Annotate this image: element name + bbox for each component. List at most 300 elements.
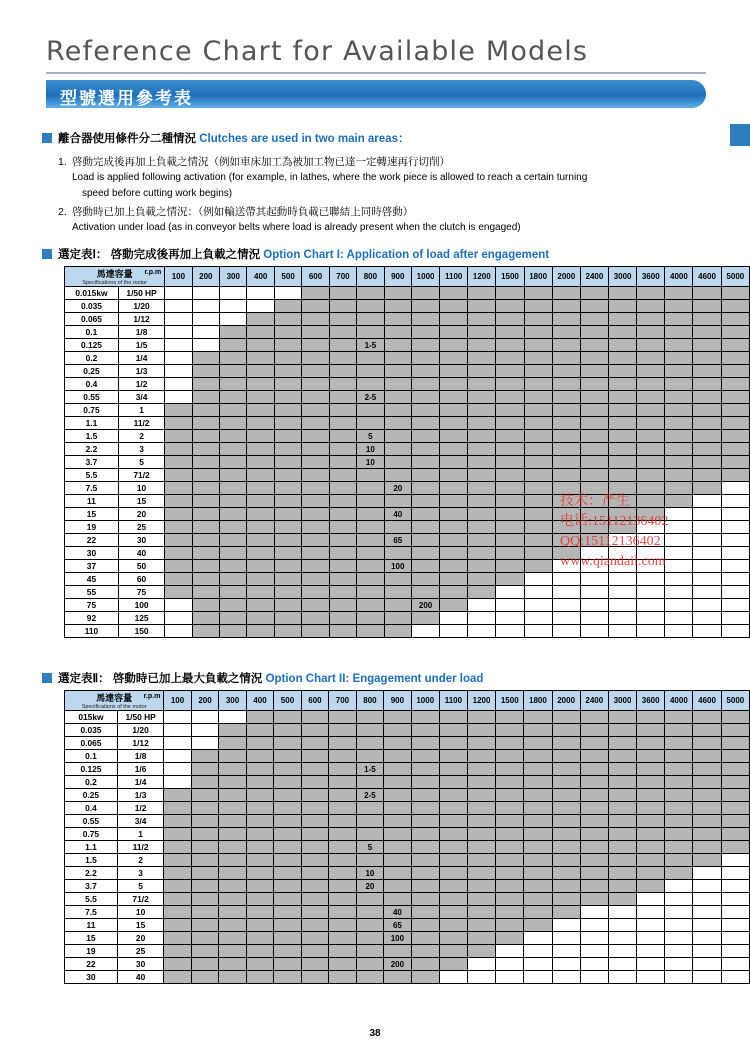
chart-cell [609, 430, 637, 443]
chart-cell [357, 495, 384, 508]
chart-cell [191, 828, 218, 841]
chart-cell [468, 508, 496, 521]
chart-cell [665, 841, 693, 854]
row-hp: 25 [118, 521, 164, 534]
row-kw: 0.1 [65, 326, 119, 339]
chart-cell [357, 560, 384, 573]
chart-cell [524, 625, 552, 638]
chart-cell [329, 469, 356, 482]
chart-cell [468, 573, 496, 586]
chart-cell [552, 880, 580, 893]
intro-item-1-num: 1. [58, 156, 67, 168]
chart-cell [384, 763, 411, 776]
chart-cell [219, 750, 246, 763]
intro-item-1-en-line2: speed before cutting work begins) [82, 188, 233, 199]
chart-cell [665, 586, 693, 599]
chart-cell [191, 932, 218, 945]
chart-cell [164, 880, 191, 893]
column-header: 1200 [467, 691, 495, 711]
chart-cell [411, 932, 439, 945]
chart-cell [665, 625, 693, 638]
chart-cell [247, 326, 274, 339]
chart-cell [637, 841, 665, 854]
chart-cell [247, 573, 274, 586]
row-hp: 1 [118, 404, 164, 417]
chart-cell [693, 958, 721, 971]
chart-cell [496, 456, 524, 469]
chart-cell [552, 352, 580, 365]
chart-cell [467, 854, 495, 867]
chart-cell [384, 456, 411, 469]
chart-cell [329, 737, 356, 750]
row-kw: 15 [65, 508, 119, 521]
chart-cell [192, 391, 219, 404]
intro-item-2-en: Activation under load (as in conveyor belts where load is already present when the clutch is engaged) [72, 222, 521, 233]
chart-cell [247, 365, 274, 378]
chart-cell [693, 586, 721, 599]
chart-cell [496, 763, 524, 776]
chart-cell [329, 971, 356, 984]
chart-cell [191, 802, 218, 815]
chart-cell [439, 867, 467, 880]
chart-cell [468, 378, 496, 391]
row-kw: 1.1 [65, 841, 118, 854]
chart-cell [165, 599, 192, 612]
row-kw: 92 [65, 612, 119, 625]
chart-cell [637, 612, 665, 625]
chart-cell [439, 776, 467, 789]
chart-cell [220, 534, 247, 547]
chart-cell [468, 612, 496, 625]
chart-cell [329, 802, 356, 815]
chart-cell [412, 612, 440, 625]
chart-cell [412, 469, 440, 482]
chart-cell [552, 854, 580, 867]
chart-cell [220, 339, 247, 352]
chart-cell [302, 599, 329, 612]
chart-cell [524, 430, 552, 443]
chart-cell [439, 763, 467, 776]
chart-cell [329, 958, 356, 971]
chart-cell [219, 932, 246, 945]
table-row [65, 313, 750, 326]
chart-cell [637, 482, 665, 495]
chart-cell [384, 711, 411, 724]
chart-cell [192, 313, 219, 326]
table-row [65, 841, 750, 854]
chart-cell [496, 919, 524, 932]
chart-cell [665, 724, 693, 737]
table-row [65, 469, 750, 482]
chart-cell [467, 776, 495, 789]
chart-cell [192, 339, 219, 352]
chart-cell [609, 599, 637, 612]
chart-cell [496, 867, 524, 880]
chart-cell [721, 932, 749, 945]
chart-cell [496, 776, 524, 789]
chart-cell [302, 625, 329, 638]
chart-cell [384, 378, 411, 391]
chart-cell [552, 573, 580, 586]
chart-cell [329, 508, 356, 521]
chart-cell [609, 404, 637, 417]
table-row [65, 378, 750, 391]
chart-cell [693, 443, 721, 456]
chart-cell [637, 789, 665, 802]
chart-cell [247, 534, 274, 547]
chart-cell [468, 404, 496, 417]
chart-cell [164, 776, 191, 789]
chart-cell [246, 815, 273, 828]
table-row [65, 711, 750, 724]
chart-cell [524, 919, 552, 932]
chart-cell [580, 404, 608, 417]
chart-cell [301, 971, 328, 984]
chart-cell [302, 417, 329, 430]
chart-cell [467, 919, 495, 932]
chart-cell [164, 971, 191, 984]
chart-cell [356, 854, 383, 867]
chart-cell [246, 893, 273, 906]
chart-cell [496, 521, 524, 534]
chart-cell [274, 828, 301, 841]
chart-cell [219, 919, 246, 932]
row-hp: 1/20 [118, 300, 164, 313]
chart-cell [637, 711, 665, 724]
chart-cell [329, 586, 356, 599]
chart-cell [247, 456, 274, 469]
chart-cell [468, 326, 496, 339]
chart-cell [164, 815, 191, 828]
chart-cell [468, 313, 496, 326]
chart-cell [165, 339, 192, 352]
chart-cell [721, 958, 749, 971]
chart-cell [580, 391, 608, 404]
chart-cell [246, 802, 273, 815]
chart-cell [302, 443, 329, 456]
chart-cell [274, 880, 301, 893]
chart-cell [329, 547, 356, 560]
chart-cell [552, 776, 580, 789]
chart-cell [411, 867, 439, 880]
chart-cell [384, 828, 411, 841]
chart-cell [721, 841, 749, 854]
chart-cell [608, 958, 636, 971]
chart-cell [721, 906, 749, 919]
intro-heading [42, 130, 409, 146]
chart-cell [496, 495, 524, 508]
chart-cell [219, 815, 246, 828]
chart-cell [580, 815, 608, 828]
chart-cell [637, 378, 665, 391]
chart-cell [665, 919, 693, 932]
chart-cell [329, 932, 356, 945]
chart-cell [580, 365, 608, 378]
chart-cell [665, 711, 693, 724]
chart-cell [496, 971, 524, 984]
table-row [65, 789, 750, 802]
chart-cell [164, 750, 191, 763]
chart-cell [302, 495, 329, 508]
chart-cell [357, 599, 384, 612]
chart-cell [165, 300, 192, 313]
chart-cell [637, 443, 665, 456]
chart-cell [384, 547, 411, 560]
chart-cell [164, 854, 191, 867]
chart-cell [693, 932, 721, 945]
row-hp: 1/12 [117, 737, 163, 750]
column-header: 3000 [609, 267, 637, 287]
column-header: 1500 [496, 691, 524, 711]
chart-cell [721, 534, 749, 547]
chart-cell [247, 443, 274, 456]
chart-cell [192, 326, 219, 339]
chart-cell [412, 326, 440, 339]
chart-cell [721, 482, 749, 495]
chart-cell [411, 841, 439, 854]
chart-cell [247, 625, 274, 638]
chart-cell [552, 724, 580, 737]
row-kw: 0.035 [65, 300, 119, 313]
chart-cell [524, 932, 552, 945]
chart-cell [302, 326, 329, 339]
table-row [65, 919, 750, 932]
chart-cell [637, 737, 665, 750]
chart-cell [580, 750, 608, 763]
chart-cell [440, 547, 468, 560]
chart-cell [721, 469, 749, 482]
chart-cell [274, 300, 301, 313]
chart-cell [164, 737, 191, 750]
chart-cell [192, 352, 219, 365]
column-header: 1100 [440, 267, 468, 287]
chart-cell [274, 932, 301, 945]
chart-cell [721, 737, 749, 750]
chart-cell [219, 945, 246, 958]
chart-cell [524, 880, 552, 893]
chart-cell [192, 287, 219, 300]
row-kw: 0.55 [65, 815, 118, 828]
table-row [65, 802, 750, 815]
chart-cell: 10 [357, 443, 384, 456]
chart-cell [609, 573, 637, 586]
chart-cell [665, 802, 693, 815]
chart-cell [637, 893, 665, 906]
chart-cell [329, 404, 356, 417]
row-hp: 10 [117, 906, 163, 919]
chart-cell [329, 789, 356, 802]
table-row [65, 326, 750, 339]
chart-cell [356, 737, 383, 750]
chart-cell [637, 880, 665, 893]
chart-cell [411, 945, 439, 958]
chart-cell [609, 443, 637, 456]
chart-cell [220, 404, 247, 417]
chart-cell [665, 945, 693, 958]
chart-cell [274, 469, 301, 482]
chart-cell [356, 711, 383, 724]
chart-cell [219, 971, 246, 984]
chart-cell [552, 711, 580, 724]
chart-cell [384, 586, 411, 599]
row-kw: 1.1 [65, 417, 119, 430]
column-header: 400 [247, 267, 274, 287]
chart-cell [329, 815, 356, 828]
row-hp: 20 [117, 932, 163, 945]
chart-cell: 1-5 [356, 763, 383, 776]
chart-cell [468, 521, 496, 534]
chart-cell [552, 867, 580, 880]
chart-cell [329, 776, 356, 789]
chart-cell [693, 599, 721, 612]
chart-cell [412, 521, 440, 534]
chart-cell [191, 867, 218, 880]
chart-cell [665, 482, 693, 495]
chart-cell [439, 802, 467, 815]
chart-cell [608, 841, 636, 854]
chart-cell [693, 482, 721, 495]
chart-cell [246, 750, 273, 763]
chart-cell [608, 893, 636, 906]
chart-cell [608, 789, 636, 802]
chart-cell [274, 625, 301, 638]
chart-cell [191, 880, 218, 893]
chart-cell [274, 867, 301, 880]
chart-cell [580, 724, 608, 737]
row-hp: 25 [117, 945, 163, 958]
chart-cell [246, 971, 273, 984]
chart-cell [693, 521, 721, 534]
row-hp: 125 [118, 612, 164, 625]
chart-cell [384, 599, 411, 612]
chart-cell [637, 326, 665, 339]
chart-cell [274, 945, 301, 958]
chart-cell [274, 287, 301, 300]
chart-cell [191, 945, 218, 958]
chart-cell: 10 [357, 456, 384, 469]
chart-cell [219, 763, 246, 776]
chart-cell [609, 417, 637, 430]
chart-cell [165, 430, 192, 443]
chart-cell [552, 612, 580, 625]
table-row [65, 404, 750, 417]
chart-cell [440, 300, 468, 313]
table-row [65, 430, 750, 443]
chart-cell [580, 573, 608, 586]
chart-cell [411, 854, 439, 867]
chart-cell [467, 750, 495, 763]
chart-cell [356, 971, 383, 984]
row-kw: 19 [65, 945, 118, 958]
chart-cell [693, 776, 721, 789]
chart-cell [274, 612, 301, 625]
chart-cell [524, 828, 552, 841]
column-header: 1000 [411, 691, 439, 711]
chart-cell [580, 880, 608, 893]
chart-cell [467, 789, 495, 802]
chart-cell [468, 352, 496, 365]
chart-cell [608, 763, 636, 776]
chart-cell [219, 906, 246, 919]
chart-cell [165, 326, 192, 339]
chart-cell [637, 854, 665, 867]
chart-cell [357, 482, 384, 495]
chart-cell [329, 750, 356, 763]
chart-cell [384, 880, 411, 893]
chart-cell [580, 906, 608, 919]
row-hp: 1 [117, 828, 163, 841]
watermark-line-3: QQ:15112136402 [560, 534, 661, 549]
row-hp: 100 [118, 599, 164, 612]
chart-cell [219, 867, 246, 880]
chart-cell [302, 430, 329, 443]
column-header: 600 [301, 691, 328, 711]
chart-cell [192, 508, 219, 521]
chart-cell [274, 417, 301, 430]
chart-cell [301, 906, 328, 919]
chart-cell [302, 365, 329, 378]
chart-cell [693, 750, 721, 763]
chart-cell [439, 906, 467, 919]
chart-cell [524, 300, 552, 313]
chart-cell [721, 573, 749, 586]
column-header: 900 [384, 267, 411, 287]
chart-cell [247, 378, 274, 391]
chart-cell [440, 443, 468, 456]
row-hp: 3 [118, 443, 164, 456]
chart-cell [721, 828, 749, 841]
chart-cell [192, 378, 219, 391]
chart-cell [721, 456, 749, 469]
chart-cell [329, 339, 356, 352]
chart-cell [220, 456, 247, 469]
chart-cell [637, 404, 665, 417]
chart-cell [247, 482, 274, 495]
chart-cell [552, 339, 580, 352]
chart-cell [274, 971, 301, 984]
row-hp: 5 [118, 456, 164, 469]
chart-cell [247, 508, 274, 521]
table-row [65, 391, 750, 404]
row-kw: 75 [65, 599, 119, 612]
row-hp: 1/4 [118, 352, 164, 365]
chart-cell [219, 893, 246, 906]
chart-cell [665, 352, 693, 365]
chart-cell [496, 534, 524, 547]
chart-cell [192, 456, 219, 469]
chart-cell: 20 [356, 880, 383, 893]
chart-cell [693, 625, 721, 638]
row-hp: 1/2 [118, 378, 164, 391]
chart-cell [552, 469, 580, 482]
chart-cell [356, 932, 383, 945]
chart-cell [219, 841, 246, 854]
chart-cell [384, 802, 411, 815]
row-hp: 71/2 [117, 893, 163, 906]
chart-cell [721, 417, 749, 430]
chart-cell [637, 365, 665, 378]
chart-cell [246, 776, 273, 789]
chart-cell [637, 776, 665, 789]
chart-cell [274, 750, 301, 763]
chart-cell [608, 945, 636, 958]
chart-cell [468, 287, 496, 300]
chart-cell [496, 750, 524, 763]
chart-cell [301, 750, 328, 763]
chart-cell [247, 339, 274, 352]
chart-cell [440, 573, 468, 586]
chart-cell [357, 586, 384, 599]
